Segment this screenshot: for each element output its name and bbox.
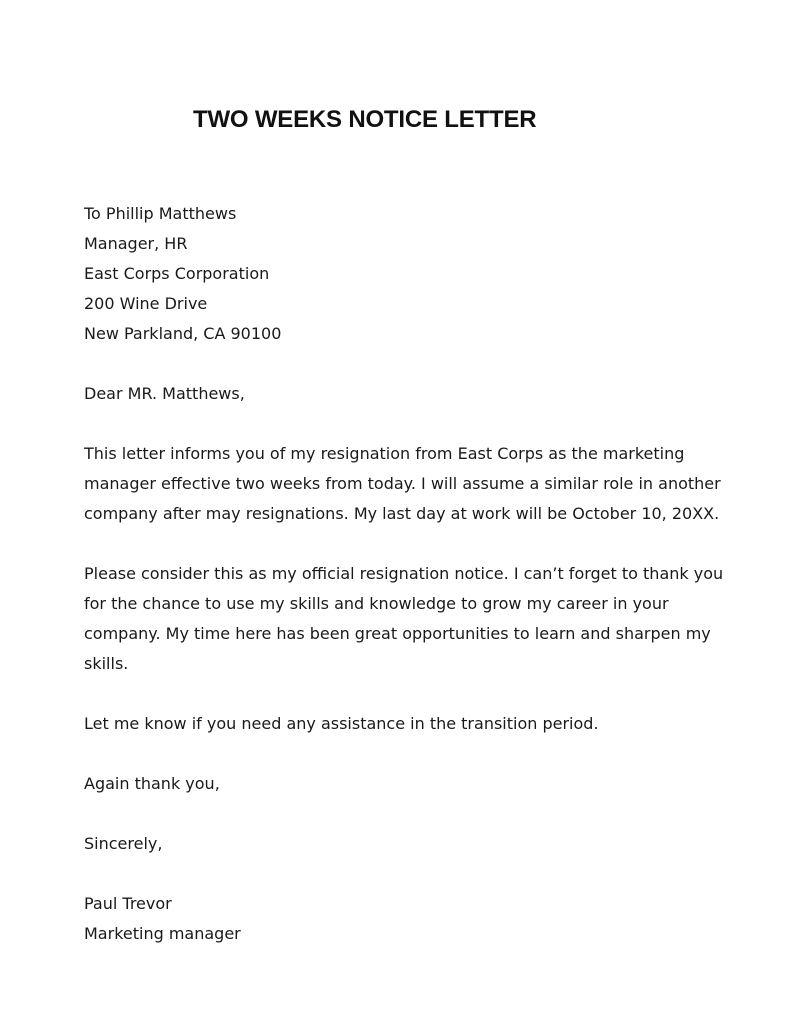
signature-block bbox=[84, 889, 724, 949]
spacer bbox=[84, 349, 724, 379]
recipient-street: 200 Wine Drive bbox=[84, 294, 208, 313]
signature-title: Marketing manager bbox=[84, 924, 241, 943]
paragraph-resignation: This letter informs you of my resignation from East Corps as the marketing manager effective two weeks from today. I will assume a similar role in another company after may resignations. My last day at work will be October 10, 20XX. bbox=[84, 444, 721, 523]
spacer bbox=[84, 409, 724, 439]
letter-title: TWO WEEKS NOTICE LETTER bbox=[193, 106, 537, 133]
recipient-company: East Corps Corporation bbox=[84, 264, 270, 283]
closing-line: Sincerely, bbox=[84, 834, 163, 853]
spacer bbox=[84, 529, 724, 559]
signature-name: Paul Trevor bbox=[84, 894, 172, 913]
spacer bbox=[84, 739, 724, 769]
recipient-name: To Phillip Matthews bbox=[84, 204, 237, 223]
letter-body bbox=[84, 199, 724, 949]
spacer bbox=[84, 859, 724, 889]
recipient-position: Manager, HR bbox=[84, 234, 188, 253]
spacer bbox=[84, 679, 724, 709]
paragraph-gratitude: Please consider this as my official resignation notice. I can’t forget to thank you for the chance to use my skills and knowledge to grow my career in your company. My time here has been great opportunities to learn and sharpen my skills. bbox=[84, 564, 724, 673]
thanks-line: Again thank you, bbox=[84, 774, 220, 793]
paragraph-assistance: Let me know if you need any assistance in the transition period. bbox=[84, 714, 599, 733]
salutation: Dear MR. Matthews, bbox=[84, 384, 245, 403]
spacer bbox=[84, 799, 724, 829]
recipient-city: New Parkland, CA 90100 bbox=[84, 324, 282, 343]
recipient-block bbox=[84, 199, 724, 349]
